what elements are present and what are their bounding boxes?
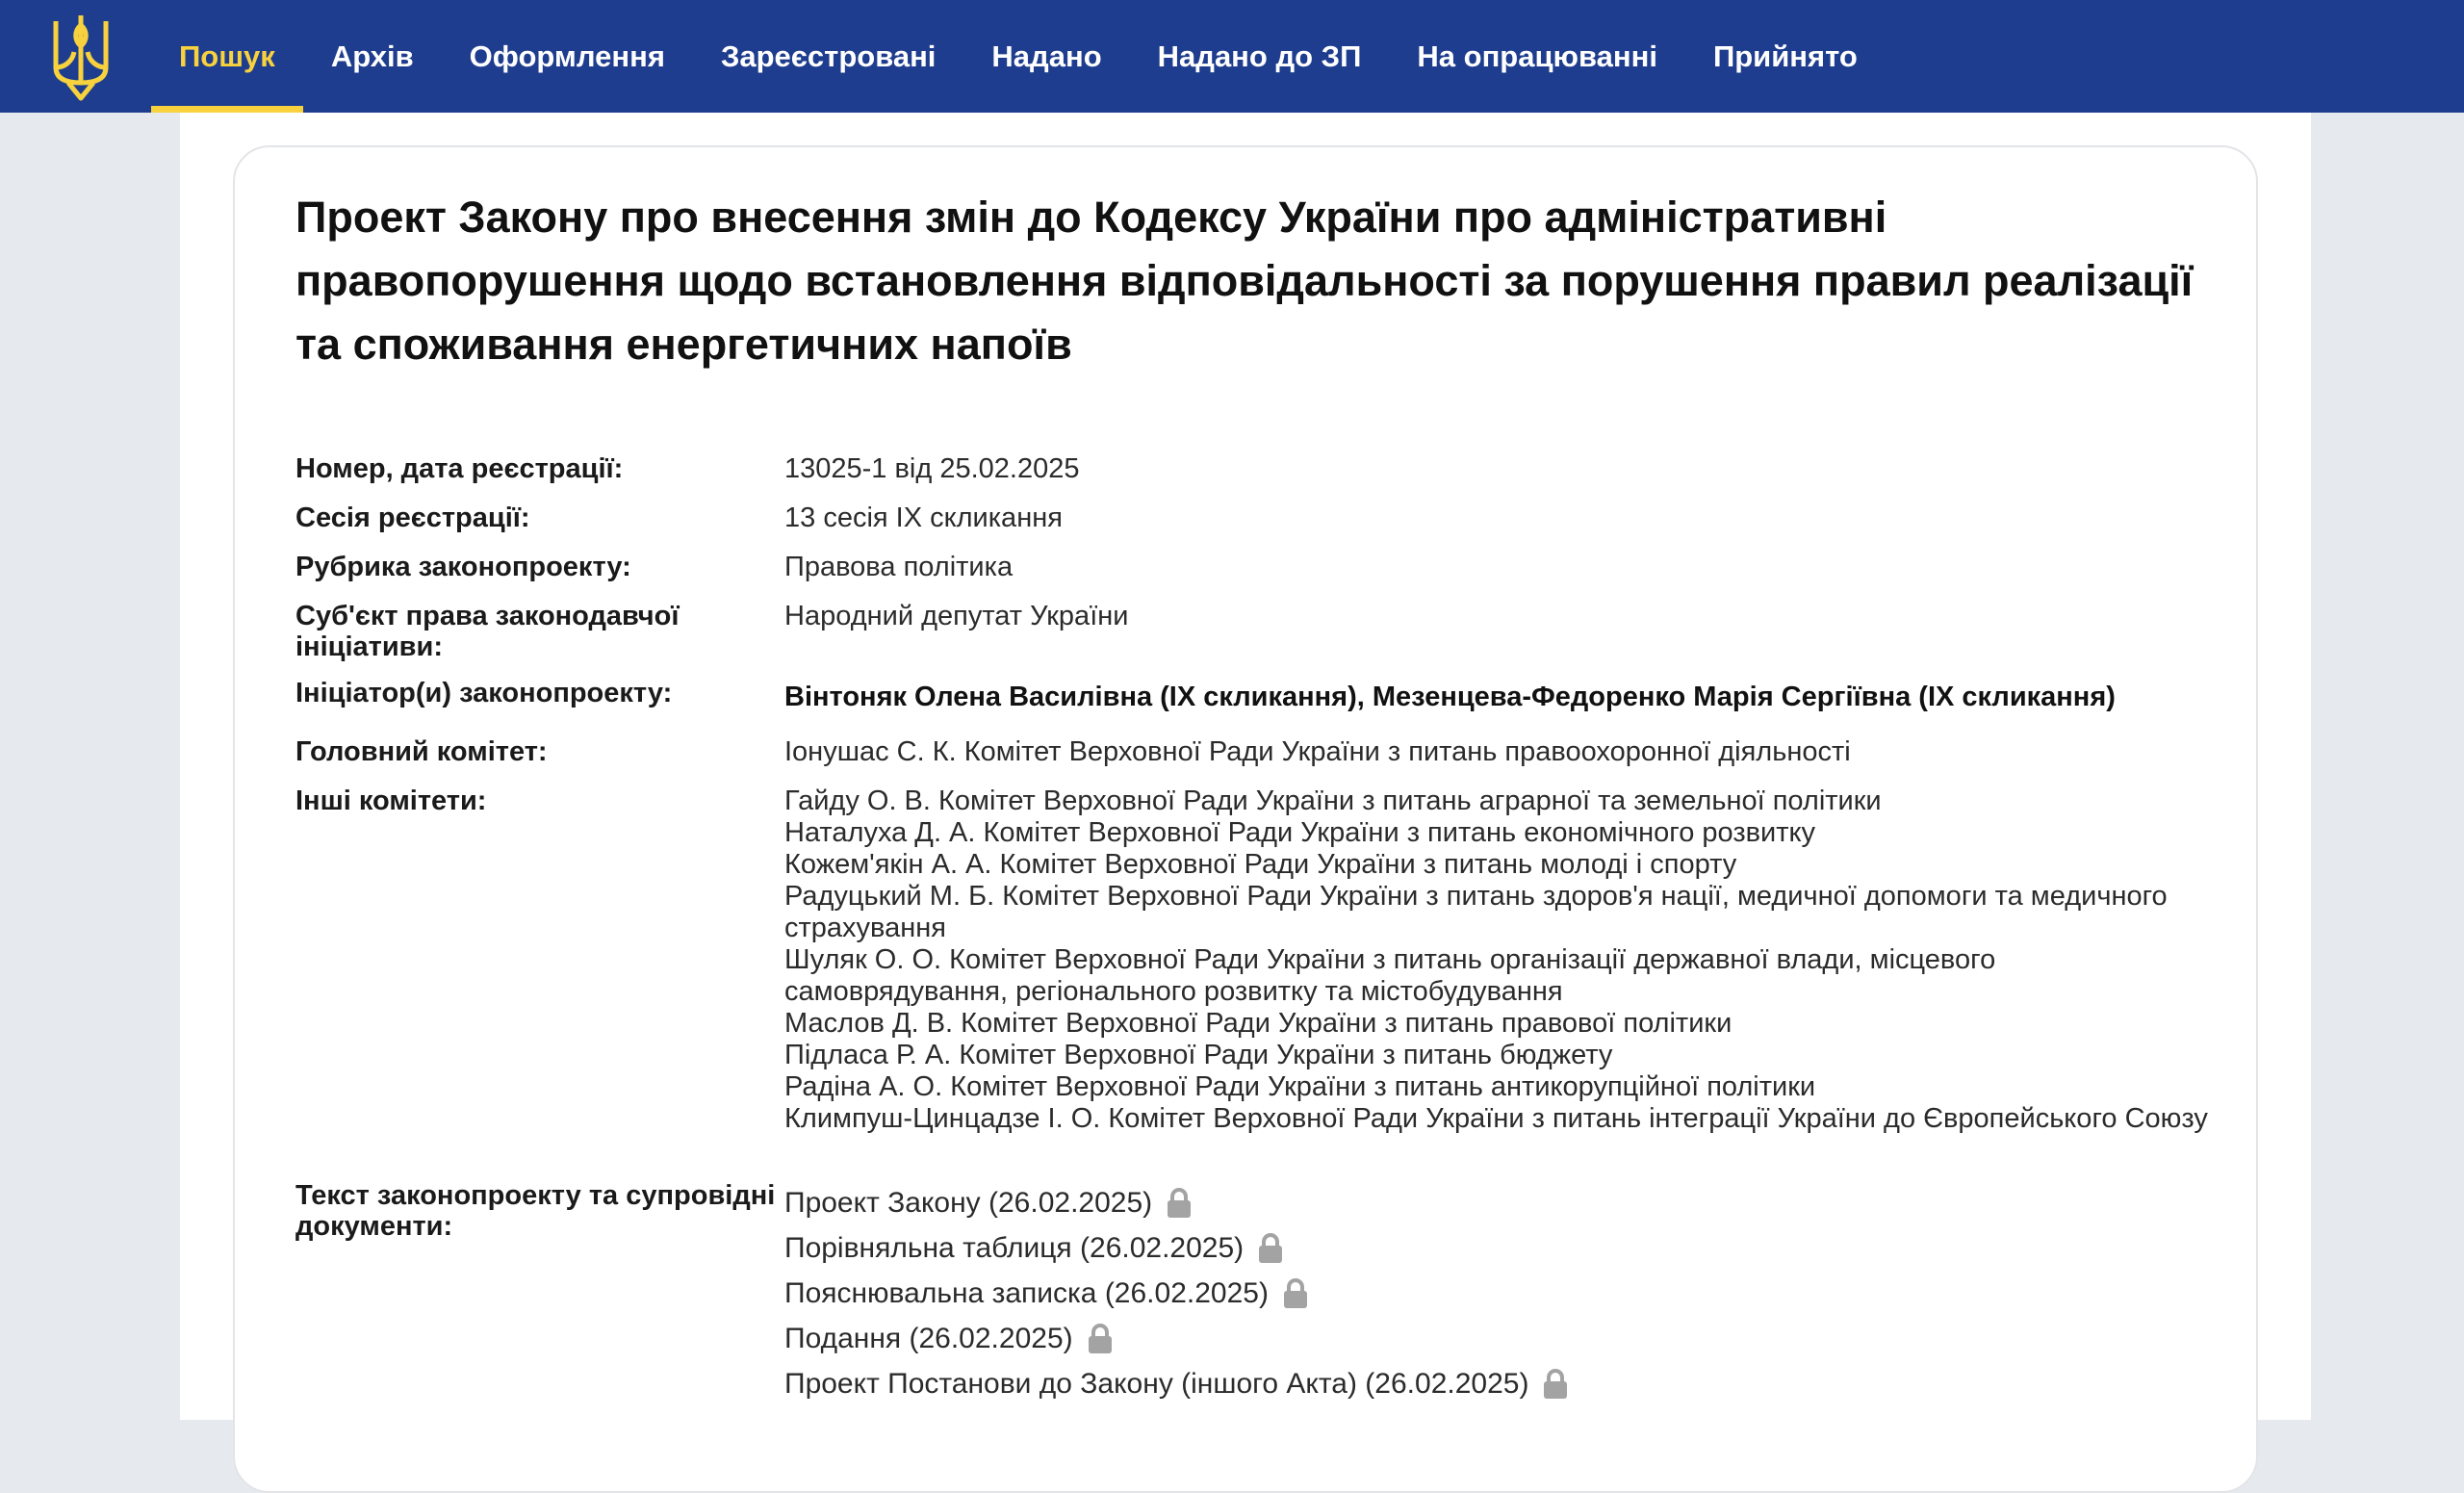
document-label: Порівняльна таблиця (26.02.2025) (784, 1232, 1245, 1264)
committee-item: Підласа Р. А. Комітет Верховної Ради України з питань бюджету (784, 1040, 1613, 1070)
main-committee-label: Головний комітет: (295, 736, 548, 767)
committee-item: Радуцький М. Б. Комітет Верховної Ради України з питань здоров'я нації, медичної допомоги та медичного страхування (784, 881, 2168, 943)
document-label: Подання (26.02.2025) (784, 1323, 1073, 1354)
nav-item-0[interactable]: Пошук (151, 0, 303, 113)
nav-item-5[interactable]: Надано до ЗП (1157, 39, 1362, 73)
document-label: Проект Закону (26.02.2025) (784, 1187, 1153, 1219)
committee-item: Маслов Д. В. Комітет Верховної Ради України з питань правової політики (784, 1008, 1732, 1039)
document-link[interactable] (784, 1271, 2211, 1316)
session-value: 13 сесія IX скликання (784, 502, 1063, 533)
row-initiators (295, 678, 2211, 736)
other-committees-list (784, 785, 2211, 1135)
documents-list (784, 1180, 2211, 1406)
lock-icon (1257, 1233, 1284, 1264)
document-link[interactable] (784, 1180, 2211, 1225)
nav-item-3[interactable]: Зареєстровані (720, 39, 937, 73)
subject-value: Народний депутат України (784, 601, 1129, 631)
lock-icon (1282, 1278, 1309, 1309)
number-value: 13025-1 від 25.02.2025 (784, 453, 1080, 484)
lock-icon (1087, 1324, 1114, 1354)
top-navigation-bar (0, 0, 2464, 113)
committee-item: Наталуха Д. А. Комітет Верховної Ради України з питань економічного розвитку (784, 817, 1816, 848)
lock-icon (1166, 1188, 1193, 1219)
row-documents (295, 1180, 2211, 1406)
row-session (295, 502, 2211, 552)
page-container (180, 113, 2311, 1420)
nav-item-7[interactable]: Прийнято (1712, 39, 1858, 73)
coat-of-arms-logo[interactable] (0, 0, 151, 113)
document-link[interactable] (784, 1225, 2211, 1271)
nav-item-1[interactable]: Архів (330, 39, 414, 73)
lock-icon (1542, 1369, 1569, 1400)
documents-label: Текст законопроекту та супровідні документи: (295, 1180, 776, 1242)
nav-item-2[interactable]: Оформлення (469, 39, 665, 73)
initiators-label: Ініціатор(и) законопроекту: (295, 678, 673, 708)
main-nav (151, 0, 1886, 113)
nav-item-6[interactable]: На опрацюванні (1417, 39, 1657, 73)
row-other-committees (295, 785, 2211, 1180)
committee-item: Кожем'якін А. А. Комітет Верховної Ради України з питань молоді і спорту (784, 849, 1737, 880)
committee-item: Радіна А. О. Комітет Верховної Ради України з питань антикорупційної політики (784, 1071, 1816, 1102)
row-main-committee (295, 736, 2211, 785)
row-subject (295, 601, 2211, 678)
document-link[interactable] (784, 1316, 2211, 1361)
subject-label: Суб'єкт права законодавчої ініціативи: (295, 601, 680, 662)
rubric-label: Рубрика законопроекту: (295, 552, 631, 582)
session-label: Сесія реєстрації: (295, 502, 530, 533)
other-committees-label: Інші комітети: (295, 785, 487, 816)
rubric-value: Правова політика (784, 552, 1014, 582)
bill-info (295, 453, 2211, 1406)
number-label: Номер, дата реєстрації: (295, 453, 624, 484)
bill-card (233, 145, 2258, 1493)
nav-item-4[interactable]: Надано (991, 39, 1102, 73)
document-label: Проект Постанови до Закону (іншого Акта) (26.02.2025) (784, 1368, 1529, 1400)
document-label: Пояснювальна записка (26.02.2025) (784, 1277, 1269, 1309)
committee-item: Шуляк О. О. Комітет Верховної Ради України з питань організації державної влади, місцевого самоврядування, регіонального розвитку та містобудування (784, 944, 1996, 1007)
document-link[interactable] (784, 1361, 2211, 1406)
row-number (295, 453, 2211, 502)
trident-icon (51, 12, 111, 102)
committee-item: Климпуш-Цинцадзе І. О. Комітет Верховної Ради України з питань інтеграції України до Європейського Союзу (784, 1103, 2208, 1134)
initiators-value[interactable]: Вінтоняк Олена Василівна (IX скликання), Мезенцева-Федоренко Марія Сергіївна (IX скликання) (784, 682, 2116, 712)
bill-title: Проект Закону про внесення змін до Кодексу України про адміністративні правопорушення щодо встановлення відповідальності за порушення правил реалізації та споживання енергетичних напоїв (295, 193, 2194, 369)
committee-item: Гайду О. В. Комітет Верховної Ради України з питань аграрної та земельної політики (784, 785, 1882, 816)
row-rubric (295, 552, 2211, 601)
main-committee-value: Іонушас С. К. Комітет Верховної Ради України з питань правоохоронної діяльності (784, 736, 1851, 767)
